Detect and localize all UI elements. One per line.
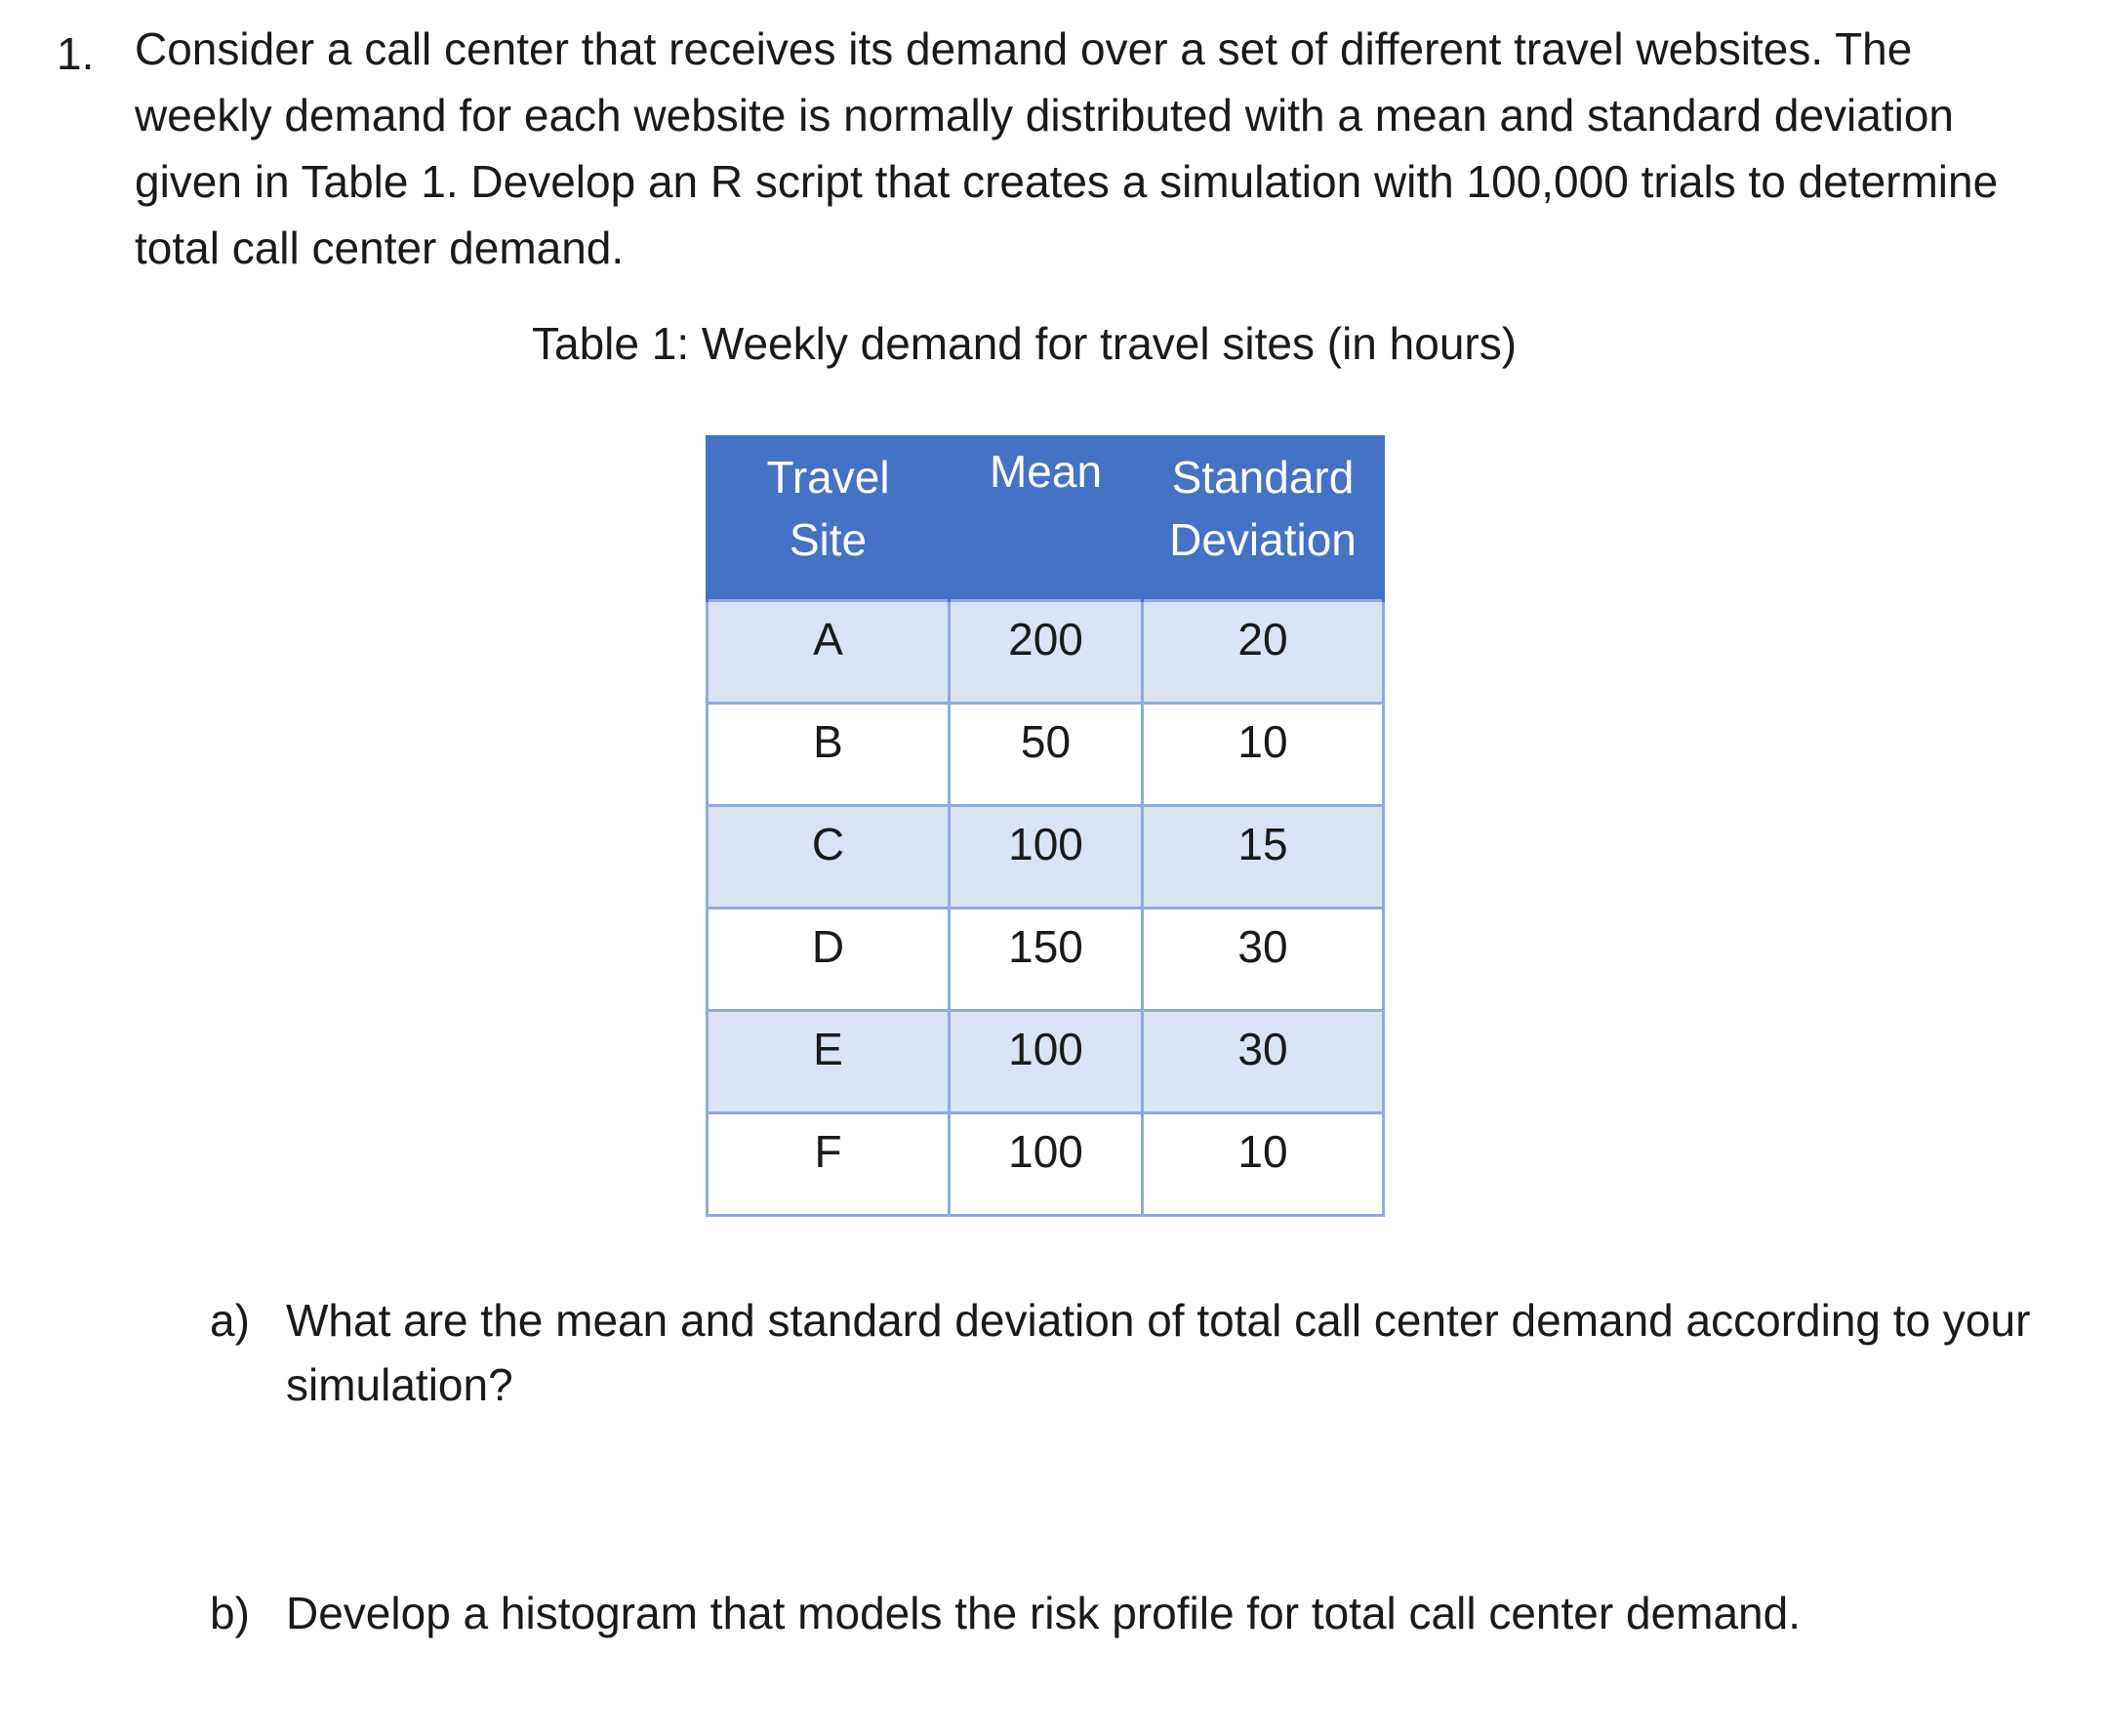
cell-sd: 30: [1143, 1011, 1384, 1113]
cell-mean: 50: [950, 704, 1143, 806]
demand-table: [706, 435, 1385, 1217]
subquestion-a: [0, 1288, 2108, 1425]
cell-site: F: [708, 1113, 950, 1216]
cell-sd: 20: [1143, 601, 1384, 704]
header-site-line1: Travel: [766, 452, 890, 503]
table-row: [708, 1113, 1384, 1216]
cell-sd: 30: [1143, 908, 1384, 1011]
table-row: [708, 704, 1384, 806]
cell-site: E: [708, 1011, 950, 1113]
subquestion-b: [0, 1581, 2108, 1649]
table-row: [708, 601, 1384, 704]
subquestion-b-label: b): [210, 1588, 250, 1638]
header-mean: [950, 437, 1143, 601]
table-caption: Table 1: Weekly demand for travel sites (in hours): [532, 318, 1518, 369]
header-travel-site: [708, 437, 950, 601]
cell-mean: 100: [950, 1113, 1143, 1216]
cell-mean: 150: [950, 908, 1143, 1011]
header-mean-label: Mean: [989, 446, 1103, 497]
question-number: 1.: [57, 28, 95, 79]
cell-site: B: [708, 704, 950, 806]
subquestion-a-label: a): [210, 1295, 250, 1346]
cell-sd: 10: [1143, 704, 1384, 806]
table-row: [708, 908, 1384, 1011]
table-row: [708, 806, 1384, 908]
table-header-row: [708, 437, 1384, 601]
cell-sd: 15: [1143, 806, 1384, 908]
cell-site: C: [708, 806, 950, 908]
cell-mean: 100: [950, 1011, 1143, 1113]
question-text: Consider a call center that receives its demand over a set of different travel websites. The weekly demand for each website is normally distributed with a mean and standard deviation given in Table 1. Develop an R script that creates a simulation with 100,000 trials to determine total call center demand.: [135, 23, 1999, 273]
header-site-line2: Site: [789, 514, 868, 565]
cell-mean: 200: [950, 601, 1143, 704]
header-standard-deviation: [1143, 437, 1384, 601]
cell-sd: 10: [1143, 1113, 1384, 1216]
subquestion-b-text: Develop a histogram that models the risk profile for total call center demand.: [286, 1588, 1801, 1638]
cell-site: D: [708, 908, 950, 1011]
cell-site: A: [708, 601, 950, 704]
table-row: [708, 1011, 1384, 1113]
cell-mean: 100: [950, 806, 1143, 908]
header-sd-line1: Standard: [1171, 452, 1355, 503]
subquestion-a-text: What are the mean and standard deviation of total call center demand according to your simulation?: [286, 1295, 2031, 1410]
header-sd-line2: Deviation: [1169, 514, 1357, 565]
